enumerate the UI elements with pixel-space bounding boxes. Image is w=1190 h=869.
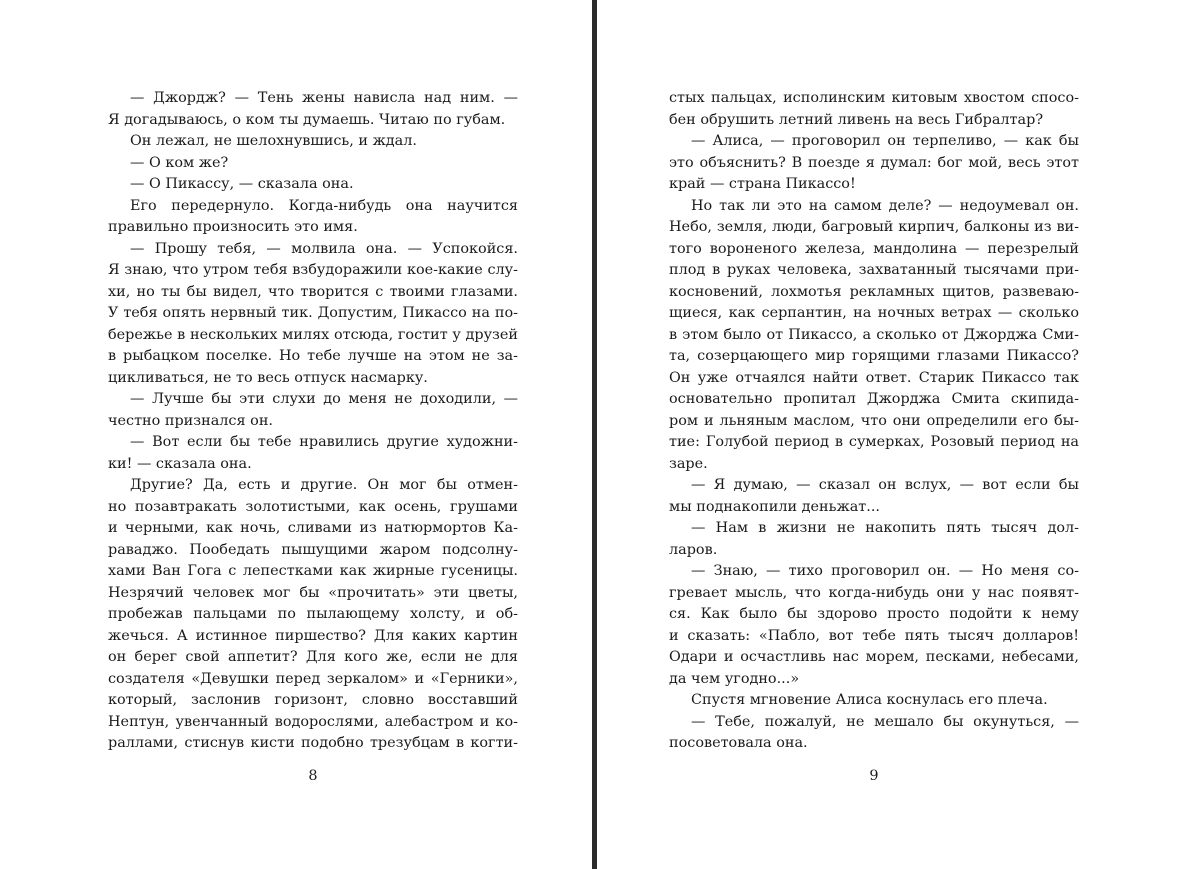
text-line: Я знаю, что утром тебя взбудоражили кое-какие слу-: [108, 262, 518, 278]
text-line: — Я думаю, — сказал он вслух, — вот если бы: [691, 477, 1079, 493]
text-line: хами Ван Гога с лепестками как жирные гусеницы.: [108, 563, 518, 579]
text-line: который, заслонив горизонт, словно восставший: [108, 692, 518, 708]
text-line: ларов.: [669, 541, 718, 558]
text-line: косновений, лохмотья рекламных щитов, развеваю-: [669, 283, 1079, 300]
text-line: Другие? Да, есть и другие. Он мог бы отмен-: [130, 477, 518, 493]
text-line: Но так ли это на самом деле? — недоумевал он.: [691, 197, 1079, 214]
text-line: но позавтракать золотистыми, как осень, грушами: [108, 498, 518, 515]
text-line: край — страна Пикассо!: [669, 176, 856, 192]
text-line: — Нам в жизни не накопить пять тысяч дол-: [691, 520, 1079, 536]
text-line: цикливаться, не то весь отпуск насмарку.: [108, 369, 428, 386]
text-line: Незрячий человек мог бы «прочитать» эти цветы,: [108, 584, 518, 601]
text-line: Нептун, увенчанный водорослями, алебастром и ко-: [108, 713, 518, 730]
left-page-text: [108, 88, 518, 755]
text-line: — О ком же?: [130, 154, 229, 171]
text-line: он берег свой аппетит? Для кого же, если не для: [108, 649, 518, 665]
text-line: — Алиса, — проговорил он терпеливо, — как бы: [691, 133, 1079, 149]
text-line: раваджо. Пообедать пышущими жаром подсолну-: [108, 541, 518, 558]
text-line: правильно произносить это имя.: [108, 219, 358, 235]
text-line: основательно пропитал Джорджа Смита скипида-: [669, 391, 1079, 407]
text-line: мы поднакопили деньжат...: [669, 498, 880, 515]
text-line: бен обрушить летний ливень на весь Гибралтар?: [669, 111, 1044, 128]
text-line: Небо, земля, люди, багровый кирпич, балконы из ви-: [669, 219, 1079, 235]
text-line: тие: Голубой период в сумерках, Розовый период на: [669, 434, 1079, 450]
text-line: ром и льняным маслом, что они определили его бы-: [669, 412, 1079, 429]
right-page-text: [669, 88, 1079, 755]
text-line: — Знаю, — тихо проговорил он. — Но меня со-: [691, 563, 1079, 579]
left-page: [0, 0, 592, 869]
text-line: того вороненого железа, мандолина — перезрелый: [669, 240, 1079, 257]
text-line: посоветовала она.: [669, 735, 808, 751]
text-line: — Тебе, пожалуй, не мешало бы окунуться, —: [691, 713, 1079, 730]
left-page-number: 8: [308, 768, 318, 784]
text-line: жечься. А истинное пиршество? Для каких картин: [108, 627, 518, 644]
text-line: пробежав пальцами по пылающему холсту, и об-: [108, 606, 518, 622]
text-line: Он лежал, не шелохнувшись, и ждал.: [130, 133, 417, 149]
text-line: — Джордж? — Тень жены нависла над ним. —: [130, 90, 518, 106]
text-line: и сказать: «Пабло, вот тебе пять тысяч долларов!: [669, 627, 1079, 644]
text-line: Я догадываюсь, о ком ты думаешь. Читаю по губам.: [108, 111, 506, 128]
text-line: да чем угодно...»: [669, 670, 800, 687]
text-line: Его передернуло. Когда-нибудь она научится: [130, 197, 518, 214]
text-line: раллами, стиснув кисти подобно трезубцам в когти-: [108, 735, 518, 751]
text-line: в этом было от Пикассо, а сколько от Джорджа Сми-: [669, 326, 1079, 343]
text-line: хи, но ты бы видел, что творится с твоими глазами.: [108, 283, 518, 300]
text-line: — Лучше бы эти слухи до меня не доходили, —: [130, 391, 518, 407]
text-line: щиеся, как серпантин, на ночных ветрах — сколько: [669, 305, 1079, 321]
text-line: Спустя мгновение Алиса коснулась его плеча.: [691, 692, 1048, 708]
text-line: У тебя опять нервный тик. Допустим, Пикассо на по-: [108, 305, 518, 321]
text-line: ся. Как было бы здорово просто подойти к нему: [669, 606, 1079, 622]
text-line: создателя «Девушки перед зеркалом» и «Герники»,: [108, 670, 518, 687]
right-page: [597, 0, 1190, 869]
text-line: гревает мысль, что когда-нибудь они у нас появят-: [669, 584, 1079, 601]
text-line: ки! — сказала она.: [108, 455, 252, 472]
text-line: та, созерцающего мир горящими глазами Пикассо?: [669, 348, 1079, 364]
text-line: — Прошу тебя, — молвила она. — Успокойся.: [130, 240, 518, 257]
text-line: — Вот если бы тебе нравились другие художни-: [130, 434, 518, 450]
right-page-number: 9: [869, 768, 879, 784]
text-line: заре.: [669, 455, 708, 472]
text-line: Одари и осчастливь нас морем, песками, небесами,: [669, 649, 1079, 665]
text-line: плод в руках человека, захватанный тысячами при-: [669, 262, 1079, 278]
text-line: честно признался он.: [108, 412, 273, 429]
text-line: стых пальцах, исполинским китовым хвостом спосо-: [669, 90, 1079, 106]
text-line: и черными, как ночь, сливами из натюрмортов Ка-: [108, 520, 518, 536]
text-line: Он уже отчаялся найти ответ. Старик Пикассо так: [669, 369, 1079, 386]
text-line: бережье в нескольких милях отсюда, гостит у друзей: [108, 326, 518, 343]
text-line: в рыбацком поселке. Но тебе лучше на этом не за-: [108, 348, 518, 364]
text-line: это объяснить? В поезде я думал: бог мой, весь этот: [669, 154, 1079, 171]
text-line: — О Пикассу, — сказала она.: [130, 176, 354, 192]
